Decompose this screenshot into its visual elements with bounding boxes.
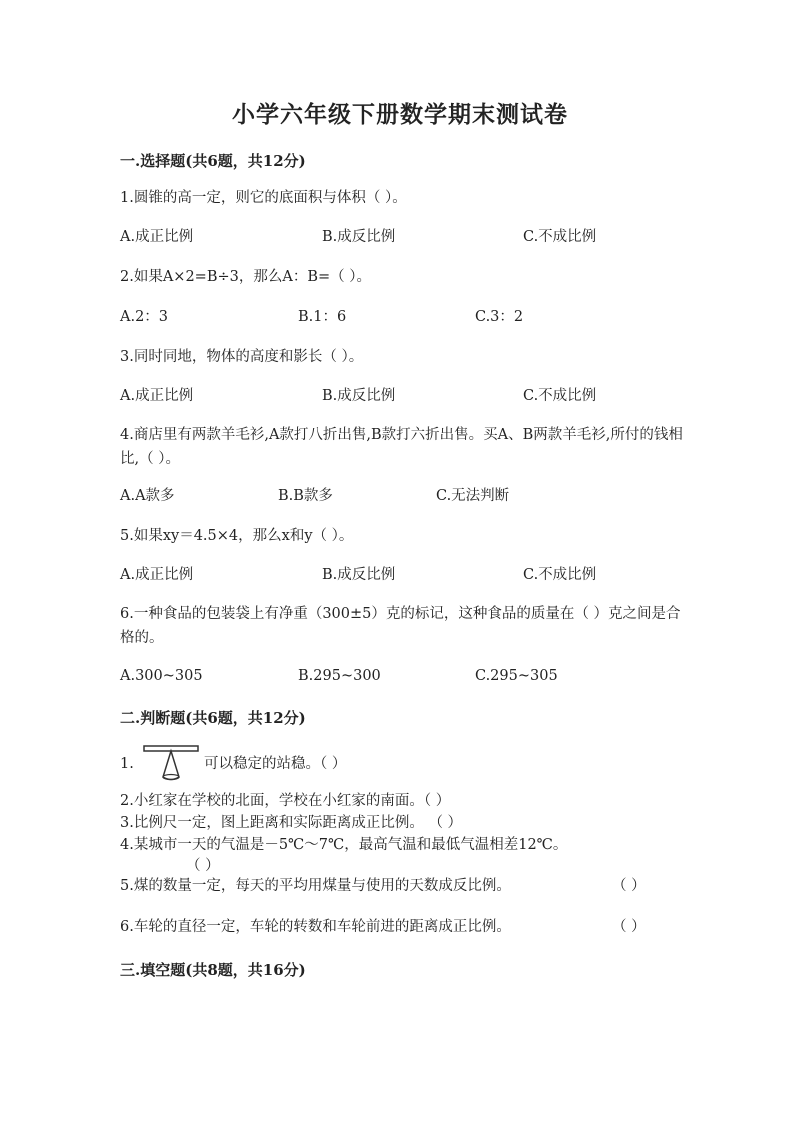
options-4: [120, 484, 720, 508]
section-heading-judge: 二.判断题(共6题，共12分): [120, 709, 306, 727]
options-1: [120, 225, 720, 249]
option-c[interactable]: C.295~305: [475, 668, 558, 684]
option-c[interactable]: C.不成比例: [523, 567, 597, 583]
question-1: 1.圆锥的高一定，则它的底面积与体积（ ）。: [120, 190, 407, 206]
option-c[interactable]: C.不成比例: [523, 388, 597, 404]
options-3: [120, 384, 720, 408]
option-c[interactable]: C.不成比例: [523, 229, 597, 245]
section-heading-choice: 一.选择题(共6题，共12分): [120, 152, 306, 170]
judge-2: 2.小红家在学校的北面，学校在小红家的南面。（ ）: [120, 793, 451, 809]
stool-icon: [143, 744, 199, 782]
judge-3: 3.比例尺一定，图上距离和实际距离成正比例。 （ ）: [120, 815, 463, 831]
judge-4: 4.某城市一天的气温是－5℃～7℃，最高气温和最低气温相差12℃。: [120, 837, 568, 853]
option-b[interactable]: B.成反比例: [322, 567, 396, 583]
judge-1: 可以稳定的站稳。（ ）: [204, 756, 347, 772]
option-b[interactable]: B.成反比例: [322, 388, 396, 404]
section-heading-fill: 三.填空题(共8题，共16分): [120, 961, 306, 979]
option-b[interactable]: B.成反比例: [322, 229, 396, 245]
judge-1-number: 1.: [120, 756, 134, 772]
option-a[interactable]: A.成正比例: [120, 229, 194, 245]
question-6: 6.一种食品的包装袋上有净重（300±5）克的标记，这种食品的质量在（ ）克之间是合格的。: [120, 606, 681, 646]
question-5: 5.如果xy＝4.5×4，那么x和y（ ）。: [120, 528, 354, 544]
option-a[interactable]: A.成正比例: [120, 388, 194, 404]
option-b[interactable]: B.295~300: [298, 668, 381, 684]
option-c[interactable]: C.3：2: [475, 309, 524, 325]
option-a[interactable]: A.300~305: [120, 668, 203, 684]
judge-4-answer-blank[interactable]: （ ）: [186, 858, 220, 874]
option-b[interactable]: B.B款多: [278, 488, 333, 504]
options-5: [120, 563, 720, 587]
option-a[interactable]: A.2：3: [120, 309, 169, 325]
options-2: [120, 305, 720, 329]
question-3: 3.同时同地，物体的高度和影长（ ）。: [120, 349, 364, 365]
page-title: 小学六年级下册数学期末测试卷: [232, 101, 568, 128]
option-a[interactable]: A.A款多: [120, 488, 175, 504]
judge-5-answer-blank[interactable]: （ ）: [612, 878, 646, 894]
judge-6-answer-blank[interactable]: （ ）: [612, 919, 646, 935]
options-6: [120, 664, 720, 688]
option-a[interactable]: A.成正比例: [120, 567, 194, 583]
option-c[interactable]: C.无法判断: [436, 488, 510, 504]
judge-6: 6.车轮的直径一定，车轮的转数和车轮前进的距离成正比例。: [120, 919, 511, 935]
question-2: 2.如果A×2=B÷3，那么A：B=（ ）。: [120, 269, 371, 285]
question-4: 4.商店里有两款羊毛衫,A款打八折出售,B款打六折出售。买A、B两款羊毛衫,所付的钱相比,（ ）。: [120, 427, 683, 467]
option-b[interactable]: B.1：6: [298, 309, 347, 325]
judge-5: 5.煤的数量一定，每天的平均用煤量与使用的天数成反比例。: [120, 878, 511, 894]
